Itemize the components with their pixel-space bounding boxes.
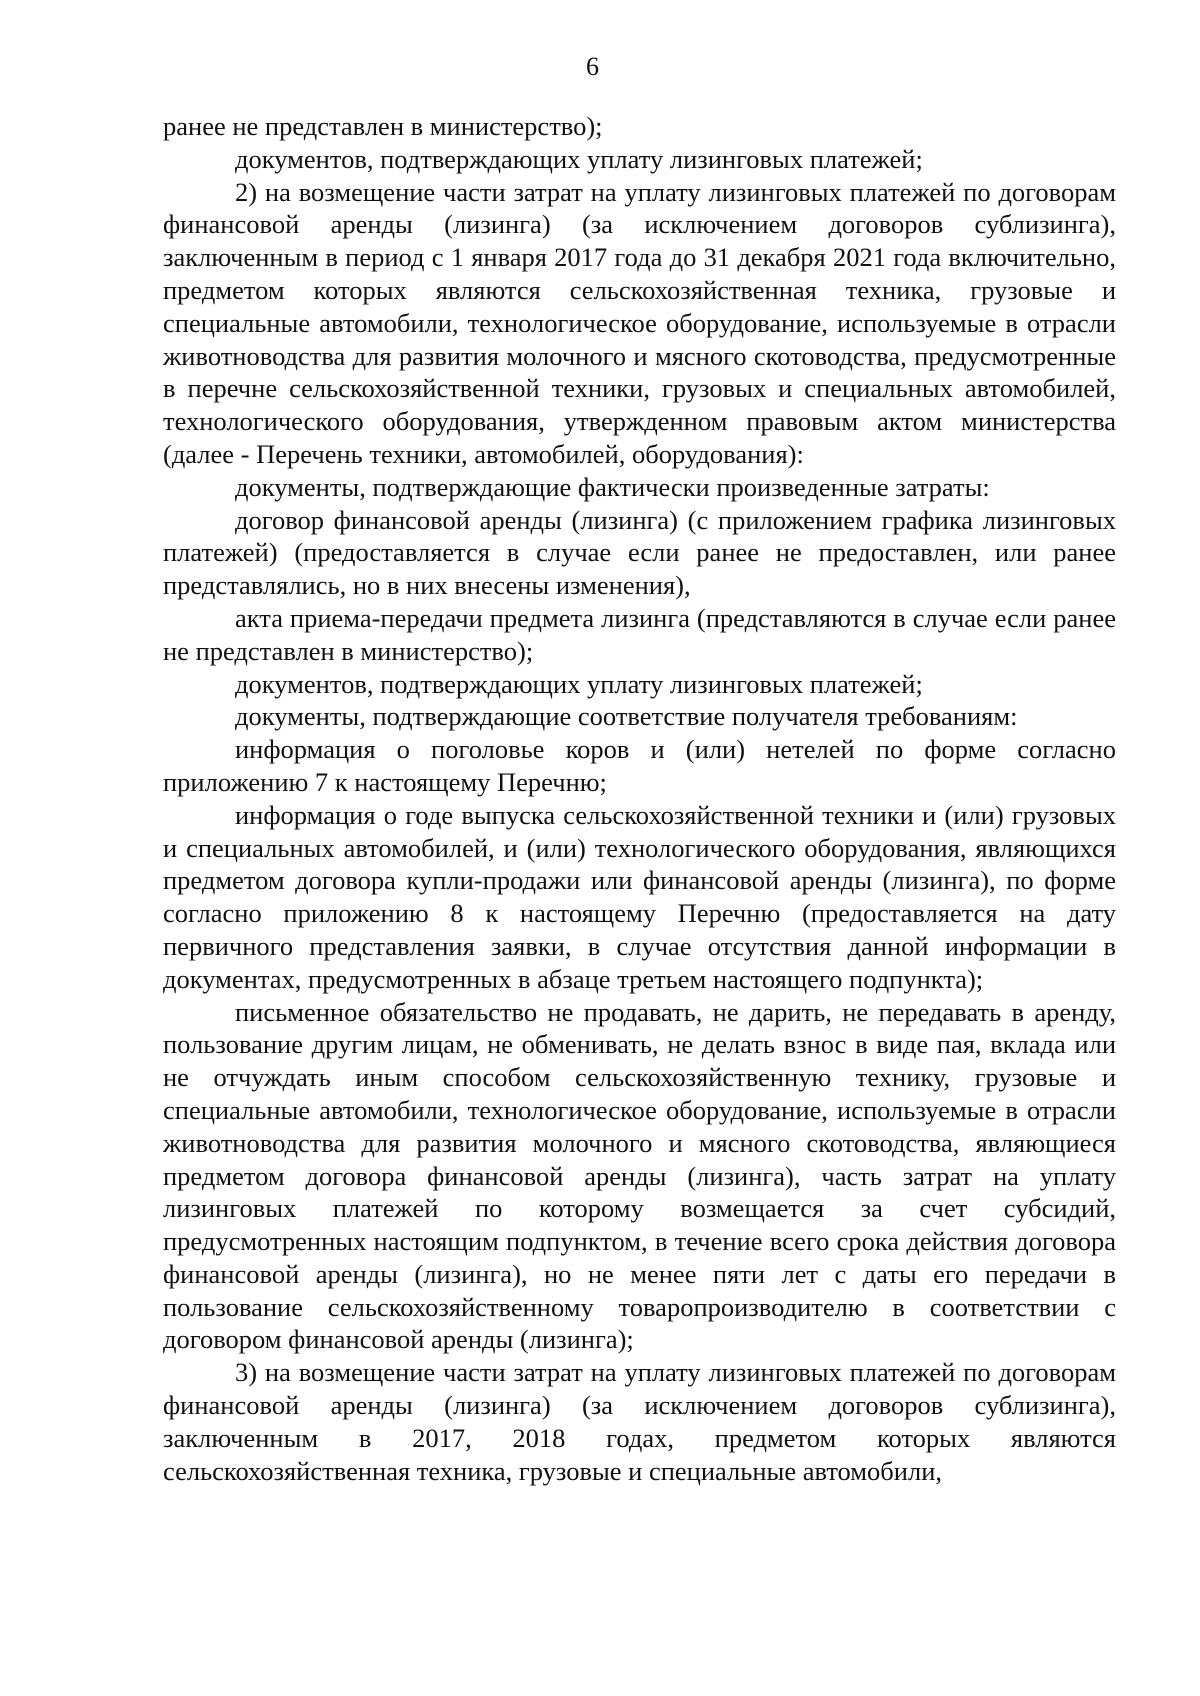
paragraph: информация о годе выпуска сельскохозяйственной техники и (или) грузовых и специальных автомобилей, и (или) технологического оборудования, являющихся предметом договора купли-продажи или финансовой аренды (лизинга), по форме согласно приложению 8 к настоящему Перечню (предоставляется на дату первичного представления заявки, в случае отсутствия данной информации в документах, предусмотренных в абзаце третьем настоящего подпункта); (163, 799, 1116, 994)
page-number: 6 (586, 52, 599, 81)
paragraph: документов, подтверждающих уплату лизинговых платежей; (235, 668, 923, 699)
paragraph: договор финансовой аренды (лизинга) (с приложением графика лизинговых платежей) (предоставляется в случае если ранее не предоставлен, или ранее представлялись, но в них внесены изменения), (163, 504, 1116, 601)
paragraph: информация о поголовье коров и (или) нетелей по форме согласно приложению 7 к настоящему Перечню; (163, 734, 1116, 797)
paragraph: 3) на возмещение части затрат на уплату лизинговых платежей по договорам финансовой аренды (лизинга) (за исключением договоров сублизинга), заключенным в 2017, 2018 годах, предметом которых являются сельскохозяйственная техника, грузовые и специальные автомобили, (163, 1357, 1116, 1486)
paragraph: документы, подтверждающие соответствие получателя требованиям: (235, 701, 1018, 732)
paragraph: акта приема-передачи предмета лизинга (представляются в случае если ранее не представлен в министерство); (163, 602, 1116, 666)
paragraph: письменное обязательство не продавать, не дарить, не передавать в аренду, пользование другим лицам, не обменивать, не делать взнос в виде пая, вклада или не отчуждать иным способом сельскохозяйственную технику, грузовые и специальные автомобили, технологическое оборудование, используемые в отрасли животноводства для развития молочного и мясного скотоводства, являющиеся предметом договора финансовой аренды (лизинга), часть затрат на уплату лизинговых платежей по которому возмещается за счет субсидий, предусмотренных настоящим подпунктом, в течение всего срока действия договора финансовой аренды (лизинга), но не менее пяти лет с даты его передачи в пользование сельскохозяйственному товаропроизводителю в соответствии с договором финансовой аренды (лизинга); (163, 996, 1116, 1355)
paragraph: документы, подтверждающие фактически произведенные затраты: (235, 471, 990, 502)
document-body (163, 110, 1116, 1487)
paragraph: ранее не представлен в министерство); (163, 111, 603, 141)
paragraph: 2) на возмещение части затрат на уплату лизинговых платежей по договорам финансовой аренды (лизинга) (за исключением договоров сублизинга), заключенным в период с 1 января 2017 года до 31 декабря 2021 года включительно, предметом которых являются сельскохозяйственная техника, грузовые и специальные автомобили, технологическое оборудование, используемые в отрасли животноводства для развития молочного и мясного скотоводства, предусмотренные в перечне сельскохозяйственной техники, грузовых и специальных автомобилей, технологического оборудования, утвержденном правовым актом министерства (далее - Перечень техники, автомобилей, оборудования): (163, 176, 1116, 469)
paragraph: документов, подтверждающих уплату лизинговых платежей; (235, 143, 923, 174)
